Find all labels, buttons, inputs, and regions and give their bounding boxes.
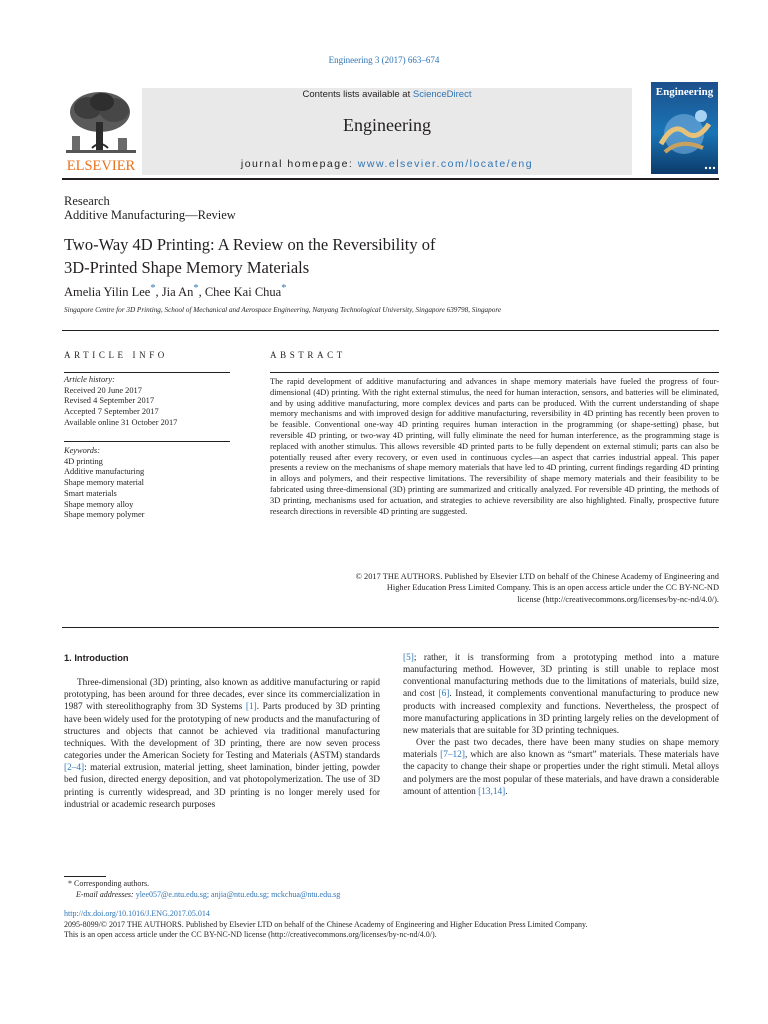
subsection-label: Additive Manufacturing—Review xyxy=(64,208,236,222)
affiliation: Singapore Centre for 3D Printing, School of Mechanical and Aerospace Engineering, Nanyang Technological University, Singapore 639798, Singapore xyxy=(64,306,502,314)
abstract-heading: ABSTRACT xyxy=(270,350,346,360)
citation-link[interactable]: [5] xyxy=(403,653,414,663)
header-rule xyxy=(62,178,719,180)
elsevier-logo[interactable] xyxy=(62,88,140,174)
email-label: E-mail addresses: xyxy=(76,890,134,899)
citation-link[interactable]: [13,14] xyxy=(478,786,506,797)
license-line: This is an open access article under the CC BY-NC-ND license (http://creativecommons.org/licenses/by-nc-nd/4.0/). xyxy=(64,930,437,939)
abstract-rule xyxy=(270,372,719,373)
body-column-right xyxy=(403,652,719,798)
corresponding-mark[interactable]: * xyxy=(281,283,287,294)
keyword: Smart materials xyxy=(64,488,117,498)
body-paragraph: Three-dimensional (3D) printing, also known as additive manufacturing or rapid prototyping, has been around for three decades, ever since its commercialization in 1987 with stereolithography from 3D Systems [1]. Parts produced by 3D printing have been widely used for the prototyping of new products and the manufacturing of structures and objects that cannot be achieved via traditional manufacturing techniques. With the development of 3D printing, there are now seven process categories under the American Society for Testing and Materials (ASTM) standards [2–4]: material extrusion, material jetting, sheet lamination, binder jetting, powder bed fusion, directed energy deposition, and vat photopolymerization. The use of 3D printing is currently widespread, and 3D printing is no longer merely used for industrial or academic research purposes xyxy=(64,678,381,810)
doi-link[interactable]: http://dx.doi.org/10.1016/J.ENG.2017.05.014 xyxy=(64,909,210,918)
homepage-link[interactable]: www.elsevier.com/locate/eng xyxy=(357,158,534,170)
journal-name: Engineering xyxy=(343,115,431,135)
issn-line: 2095-8099/© 2017 THE AUTHORS. Published by Elsevier LTD on behalf of the Chinese Academy of Engineering and Higher Education Press Limited Company. xyxy=(64,919,588,929)
corresponding-note: * Corresponding authors. xyxy=(68,879,150,888)
body-paragraph: [5]; rather, it is transforming from a prototyping method into a mature manufacturing method. However, 3D printing is still unable to replace most conventional manufacturing methods due to the limitations of materials, build size, and cost [6]. Instead, it complements conventional manufacturing to produce new products with increased complexity and functions. Nevertheless, the prospect of more manufacturing applications in 3D printing largely relies on the development of new materials that are suitable for 3D printing techniques. xyxy=(403,653,719,736)
article-info-heading: ARTICLE INFO xyxy=(64,350,168,360)
abstract-copyright: © 2017 THE AUTHORS. Published by Elsevier LTD on behalf of the Chinese Academy of Engineering and Higher Education Press Limited Company. This is an open access article under the CC BY-NC-ND license (http://creativecommons.org/licenses/by-nc-nd/4.0/). xyxy=(355,572,719,604)
author-name[interactable]: Jia An xyxy=(161,285,194,300)
keyword: Additive manufacturing xyxy=(64,467,145,477)
body-paragraph: Over the past two decades, there have been many studies on shape memory materials [7–12], which are also known as “smart” materials. These materials have the capacity to change their shape or properties under the right stimuli. Metal alloys and polymers are the most popular of these materials, and have drawn a considerable amount of attention [13,14]. xyxy=(403,738,719,797)
keywords-rule xyxy=(64,441,230,442)
corresponding-mark[interactable]: * xyxy=(150,283,156,294)
contents-line: Contents lists available at ScienceDirect xyxy=(302,89,472,100)
author-name[interactable]: Amelia Yilin Lee xyxy=(64,285,151,300)
citation-link[interactable]: [2–4] xyxy=(64,763,85,774)
article-history: Article history: Received 20 June 2017 Revised 4 September 2017 Accepted 7 September 2017 Available online 31 October 2017 xyxy=(64,375,178,427)
sciencedirect-link[interactable]: ScienceDirect xyxy=(412,89,472,100)
info-rule xyxy=(64,372,230,373)
keyword: Shape memory polymer xyxy=(64,510,145,520)
corresponding-mark[interactable]: * xyxy=(193,283,199,294)
keyword: 4D printing xyxy=(64,456,103,466)
publication-info xyxy=(64,909,587,941)
elsevier-tree-icon xyxy=(62,88,140,174)
cover-title: Engineering xyxy=(655,86,714,98)
citation-link[interactable]: [7–12] xyxy=(440,750,465,761)
keyword: Shape memory material xyxy=(64,478,145,488)
journal-cover[interactable] xyxy=(651,82,718,174)
citation-link[interactable]: [6] xyxy=(438,689,450,700)
cover-image xyxy=(651,82,718,174)
keyword-list: Keywords: 4D printing Additive manufacturing Shape memory material Smart materials Shape memory alloy Shape memory polymer xyxy=(64,446,234,521)
journal-homepage: journal homepage: www.elsevier.com/locate/eng xyxy=(240,158,534,170)
footnote xyxy=(64,878,340,900)
section-label: Research Additive Manufacturing—Review xyxy=(64,194,236,222)
footnote-rule xyxy=(64,876,106,877)
abstract-text: The rapid development of additive manufacturing and advances in shape memory materials have fueled the progress of four-dimensional (4D) printing. With the right external stimulus, the need for human interaction, sensors, and batteries will be eliminated, and by using additive manufacturing, more complex devices and parts can be produced. With the current understanding of shape memory mechanisms and with improved design for additive manufacturing, reversibility in 4D printing has recently been proven to be feasible. Conventional one-way 4D printing requires human interaction in the programming (or shape-setting) phase, but reversible 4D printing, or two-way 4D printing, will fully eliminate the need for human interference, as the programming stage is replaced with another stimulus. This allows reversible 4D printed parts to be fully dependent on external stimuli; parts can also be potentially reused after every recovery, or even used in continuous cycles—an aspect that carries industrial appeal. This paper presents a review on the mechanisms of shape memory materials that have led to 4D printing, current findings regarding 4D printing in alloys and polymers, and their respective limitations. The reversibility of shape memory materials and their feasibility to be fabricated using three-dimensional (3D) printing are summarized and critically analyzed. For reversible 4D printing, the methods of 3D printing, mechanisms used for actuation, and strategies to achieve reversibility are also highlighted. Finally, prospective future research directions in reversible 4D printing are suggested. xyxy=(270,377,719,516)
introduction-heading: 1. Introduction xyxy=(64,653,129,663)
author-name[interactable]: Chee Kai Chua xyxy=(204,285,282,300)
abstract-end-rule xyxy=(62,627,719,628)
keyword: Shape memory alloy xyxy=(64,499,134,509)
body-column-left xyxy=(64,652,380,811)
email-links[interactable]: ylee057@e.ntu.edu.sg; anjia@ntu.edu.sg; mckchua@ntu.edu.sg xyxy=(135,890,341,899)
title-rule xyxy=(62,330,719,331)
journal-reference[interactable]: Engineering 3 (2017) 663–674 xyxy=(328,55,440,65)
article-title: Two-Way 4D Printing: A Review on the Reversibility of 3D-Printed Shape Memory Materials xyxy=(64,235,436,277)
author-list: Amelia Yilin Lee*, Jia An*, Chee Kai Chua* xyxy=(64,283,287,300)
publisher-logo-text: ELSEVIER xyxy=(66,158,136,174)
citation-link[interactable]: [1] xyxy=(245,702,257,713)
